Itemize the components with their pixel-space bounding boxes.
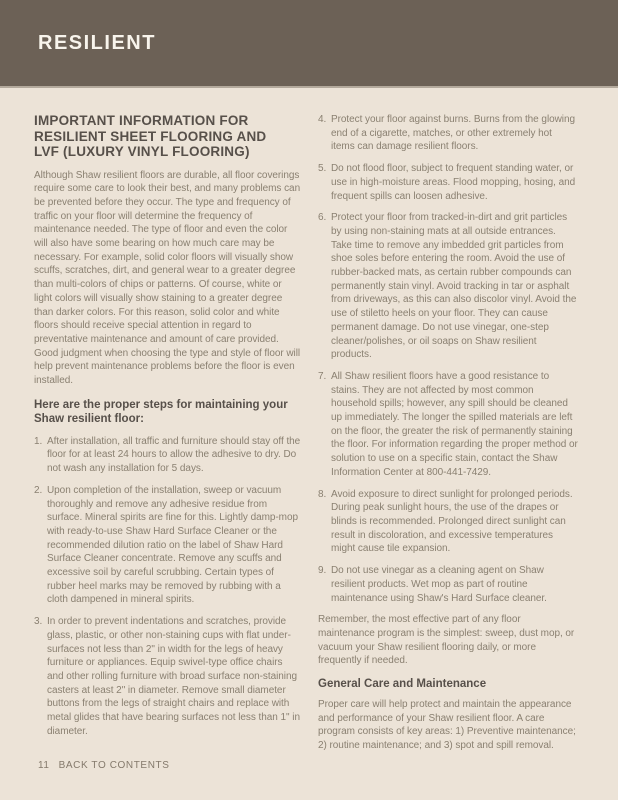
list-item-text: In order to prevent indentations and scratches, provide glass, plastic, or other non-staining cups with flat under-surfaces not less than 2" in width for the legs of heavy furniture or appliances. Equip swivel-type office chairs and other rolling furniture with broad surface non-staining casters at least 2" in diameter. Remove small diameter buttons from the legs of straight chairs and replace with metal glides that have bearing surfaces not less than 1" in diameter.	[47, 616, 300, 737]
page-number: 11	[38, 760, 50, 771]
general-care-paragraph: Proper care will help protect and maintain the appearance and performance of your Shaw resilient floor. A care program consists of key areas: 1) Preventive maintenance; 2) routine maintenance; and 3) spot and spill removal.	[318, 699, 576, 752]
list-item-number: 1.	[34, 435, 43, 447]
page-title: RESILIENT	[38, 31, 156, 54]
list-item	[318, 162, 578, 203]
list-item-text: All Shaw resilient floors have a good resistance to stains. They are not affected by most common household spills; however, any spill should be cleaned up immediately. The longer the spilled materials are left on the floor, the greater the risk of permanently staining the floor. For information regarding the proper method or solution to use on a specific stain, contact the Shaw Information Center at 800-441-7429.	[331, 370, 578, 478]
list-item	[318, 488, 578, 557]
content	[0, 88, 618, 761]
page-footer	[38, 760, 170, 771]
list-item	[34, 484, 301, 607]
remember-paragraph: Remember, the most effective part of any floor maintenance program is the simplest: sweep, dust mop, or vacuum your Shaw resilient flooring daily, or more frequently if needed.	[318, 614, 575, 667]
right-column	[318, 113, 578, 761]
list-item-number: 6.	[318, 212, 327, 224]
list-item-number: 3.	[34, 616, 43, 628]
list-item-number: 9.	[318, 565, 327, 577]
list-item-number: 8.	[318, 488, 327, 500]
list-item	[34, 435, 301, 476]
section-heading-line: RESILIENT SHEET FLOORING AND	[34, 128, 267, 144]
left-column	[34, 113, 301, 761]
steps-heading: Here are the proper steps for maintaining your Shaw resilient floor:	[34, 398, 288, 426]
list-item-text: Do not use vinegar as a cleaning agent on Shaw resilient products. Wet mop as part of routine maintenance using Shaw's Hard Surface cleaner.	[331, 565, 547, 604]
list-item	[318, 370, 578, 480]
list-item-number: 5.	[318, 163, 327, 175]
section-heading-line: IMPORTANT INFORMATION FOR	[34, 113, 249, 128]
section-heading-line: LVF (LUXURY VINYL FLOORING)	[34, 144, 250, 159]
list-item-text: Avoid exposure to direct sunlight for prolonged periods. During peak sunlight hours, the use of the drapes or blinds is recommended. Prolonged direct sunlight can result in discoloration, and excessive temperatures might cause tile expansion.	[331, 488, 573, 555]
general-care-heading: General Care and Maintenance	[318, 678, 487, 691]
list-item-number: 4.	[318, 114, 327, 125]
list-item-number: 2.	[34, 484, 43, 496]
list-item-text: Protect your floor from tracked-in-dirt and grit particles by using non-staining mats at all outside entrances. Take time to remove any imbedded grit particles from shoe soles before entering the room. Avoid the use of rubber-backed mats, as certain rubber compounds can permanently stain vinyl. Avoid tracking in tar or asphalt from driveways, as this can also discolor vinyl. Avoid the use of stiletto heels on your floor. They can cause permanent damage. Do not use vinegar, one-step cleaner/polishes, or oil soaps on Shaw resilient products.	[331, 212, 577, 361]
list-item	[318, 211, 578, 362]
list-item-text: After installation, all traffic and furniture should stay off the floor for at least 24 hours to allow the adhesive to dry. Do not wash any installation for 5 days.	[47, 435, 301, 475]
page-header	[0, 0, 618, 88]
back-to-contents-link[interactable]: BACK TO CONTENTS	[58, 760, 170, 771]
section-heading	[34, 113, 301, 160]
list-item-text: Do not flood floor, subject to frequent standing water, or use in high-moisture areas. Flood mopping, hosing, and frequent spills can loosen adhesive.	[331, 163, 576, 202]
list-item	[318, 564, 578, 605]
list-item-number: 7.	[318, 370, 327, 382]
list-item	[34, 615, 301, 738]
list-item	[318, 113, 578, 154]
list-item-text: Protect your floor against burns. Burns from the glowing end of a cigarette, matches, or other extremely hot items can damage resilient floors.	[331, 114, 575, 153]
list-item-text: Upon completion of the installation, sweep or vacuum thoroughly and remove any adhesive residue from surface. Mineral spirits are fine for this. Lightly damp-mop with ready-to-use Shaw Hard Surface Cleaner or the recommended dilution ratio on the label of Shaw Hard Surface Cleaner concentrate. Remove any scuffs and excessive soil by careful scrubbing. Certain types of rubber heel marks may be removed by rubbing with a cloth dampened in mineral spirits.	[47, 484, 298, 606]
intro-paragraph: Although Shaw resilient floors are durable, all floor coverings require some care to look their best, and many problems can be prevented before they occur. The type and frequency of traffic on your floor will determine the frequency of maintenance needed. The type of floor and even the color will also have some bearing on how much care may be necessary. For example, solid color floors will visually show scuffs, scratches, dirt, and general wear to a greater degree than multi-colors of chips or patterns. Of course, white or light colors will visually show staining to a greater degree than darker colors. For this reason, solid color and white floors should receive special attention in regard to preventative maintenance and amount of care provided. Good judgment when choosing the type and style of floor will help prevent maintenance problems before the floor is even installed.	[34, 169, 301, 387]
